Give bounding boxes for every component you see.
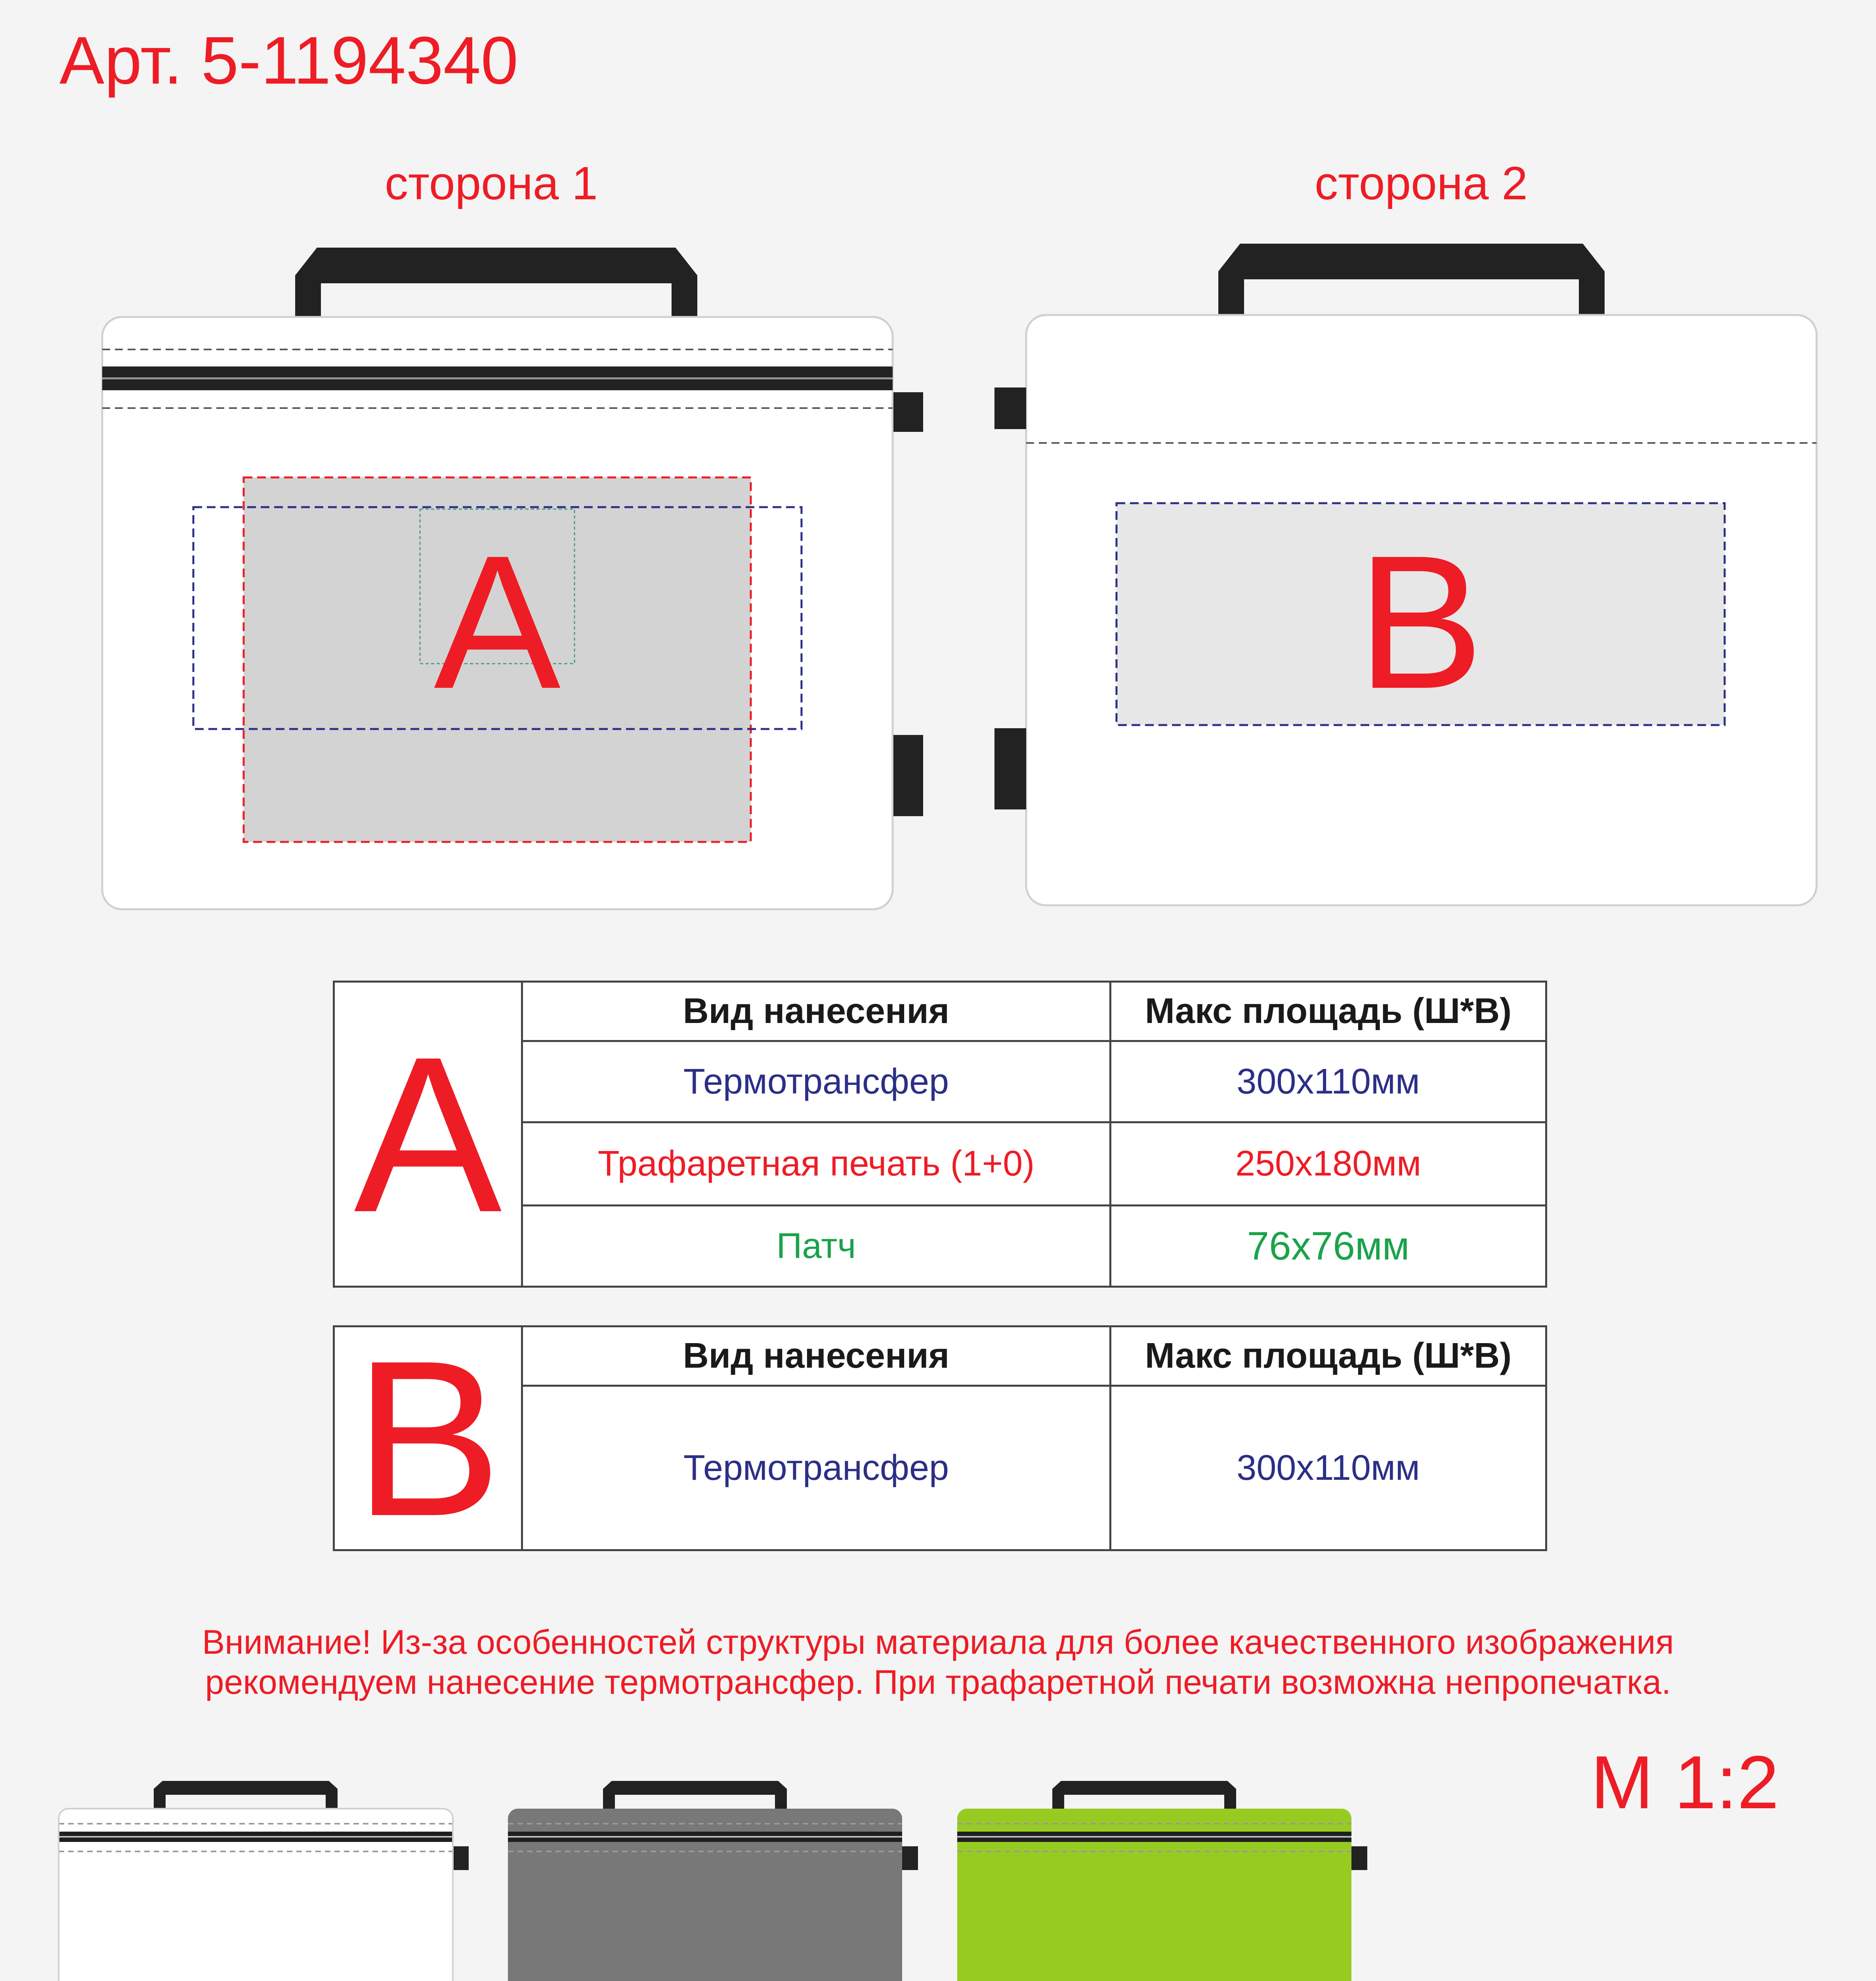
side-2-strap-top	[994, 387, 1026, 429]
side-2-strap-bottom	[994, 728, 1026, 809]
table-a-area: 76x76мм	[1111, 1206, 1546, 1287]
side-1-handle	[295, 248, 697, 319]
side-1-strap-bottom	[893, 735, 923, 816]
table-a	[333, 981, 1547, 1288]
table-a-area: 300x110мм	[1111, 1041, 1546, 1122]
table-a-method: Термотрансфер	[522, 1041, 1111, 1122]
side-1-title: сторона 1	[385, 157, 598, 210]
table-b-letter: B	[334, 1326, 522, 1550]
table-b-area: 300x110мм	[1111, 1386, 1546, 1550]
table-a-area: 250x180мм	[1111, 1122, 1546, 1206]
bag-variant-white	[59, 1781, 469, 1981]
zone-b-label: B	[1357, 515, 1484, 728]
scale-label: M 1:2	[1591, 1741, 1779, 1825]
bag-variant-lime	[957, 1781, 1367, 1981]
side-2-handle	[1218, 244, 1605, 315]
bag-variant-grey	[508, 1781, 918, 1981]
table-a-letter: A	[334, 982, 522, 1287]
table-a-header-method: Вид нанесения	[522, 982, 1111, 1041]
table-b-method: Термотрансфер	[522, 1386, 1111, 1550]
notice-line-2: рекомендуем нанесение термотрансфер. При трафаретной печати возможна непропечатка.	[205, 1663, 1671, 1702]
side-2-title: сторона 2	[1315, 157, 1528, 210]
table-b-header-area: Макс площадь (Ш*В)	[1111, 1326, 1546, 1386]
zone-a-label: A	[433, 515, 561, 728]
table-b-header-method: Вид нанесения	[522, 1326, 1111, 1386]
table-a-method: Трафаретная печать (1+0)	[522, 1122, 1111, 1206]
table-a-method: Патч	[522, 1206, 1111, 1287]
article-number: Арт. 5-1194340	[59, 23, 519, 98]
bag-variant-outline	[59, 1809, 453, 1981]
side-1-strap-top	[893, 392, 923, 432]
notice-line-1: Внимание! Из-за особенностей структуры материала для более качественного изображения	[202, 1623, 1674, 1661]
table-a-header-area: Макс площадь (Ш*В)	[1111, 982, 1546, 1041]
table-b	[333, 1314, 1547, 1562]
notice	[0, 1622, 1876, 1703]
bag-drawings	[0, 0, 1876, 951]
